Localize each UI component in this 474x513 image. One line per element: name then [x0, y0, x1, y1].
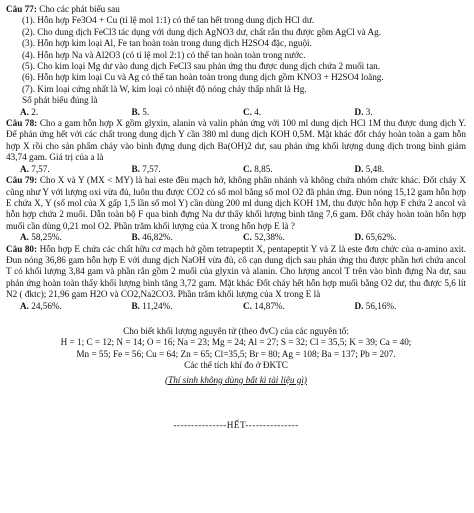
- question-label: Câu 78:: [6, 118, 38, 129]
- question-77: [6, 4, 466, 118]
- option-d[interactable]: [355, 232, 467, 243]
- statement-2: (2). Cho dung dịch FeCl3 tác dụng với dung dịch AgNO3 dư, chất rắn thu được gồm AgCl và Ag.: [22, 26, 382, 37]
- option-key: D.: [354, 300, 364, 311]
- option-b[interactable]: [132, 232, 244, 243]
- option-text: 7,57.: [31, 163, 50, 174]
- option-text: 56,16%.: [365, 300, 397, 311]
- option-text: 3.: [365, 106, 373, 117]
- answer-options: [6, 232, 466, 243]
- atomic-mass-line-1: H = 1; C = 12; N = 14; O = 16; Na = 23; Mg = 24; Al = 27; S = 32; Cl = 35,5; K = 39; Ca = 40;: [60, 337, 412, 348]
- option-c[interactable]: [243, 164, 355, 175]
- atomic-mass-intro: Cho biết khối lượng nguyên tử (theo đvC) của các nguyên tố:: [123, 325, 349, 336]
- gas-volume-note: Các thể tích khí đo ở ĐKTC: [184, 360, 288, 371]
- statement-5: (5). Cho kim loại Mg dư vào dung dịch FeCl3 sau phản ứng thu được dung dịch chứa 2 muối tan.: [22, 61, 381, 72]
- option-text: 24,56%.: [31, 300, 62, 311]
- option-text: 7,57.: [142, 163, 161, 174]
- option-key: A.: [20, 163, 29, 174]
- option-key: C.: [243, 163, 252, 174]
- exam-footer: [6, 326, 466, 431]
- option-b[interactable]: [132, 107, 244, 118]
- question-text: Cho X và Y (MX < MY) là hai este đều mạch hở, không phân nhánh và không chứa nhóm chức khác. Đốt cháy X cũng như Y với lượng oxi vừa đủ, luôn thu được CO2 có số mol bằng số mol O2 đã phản ứng. Đun nóng 15,12 gam hỗn hợp E chứa X, Y (số mol của X gấp 1,5 lần số mol Y) cần dùng 200 ml dung dịch KOH 1M, thu được hỗn hợp F chứa 2 ancol và hỗn hợp chứa 2 muối. Dẫn toàn bộ F qua bình đựng Na dư thấy khối lượng bình tăng 7,6 gam. Đốt cháy hoàn toàn hỗn hợp muối cần dùng 0,21 mol O2. Phần trăm khối lượng của X trong hỗn hợp E là ?: [6, 175, 466, 231]
- answer-options: [6, 107, 466, 118]
- question-label: Câu 79:: [6, 175, 38, 186]
- option-text: 4.: [254, 106, 262, 117]
- statement-1: (1). Hỗn hợp Fe3O4 + Cu (tỉ lệ mol 1:1) có thể tan hết trong dung dịch HCl dư.: [22, 15, 315, 26]
- option-text: 2.: [31, 106, 39, 117]
- answer-options: [6, 301, 466, 312]
- question-label: Câu 80:: [6, 243, 38, 254]
- option-text: 58,25%.: [31, 232, 62, 243]
- option-key: B.: [131, 106, 140, 117]
- option-c[interactable]: [243, 107, 355, 118]
- option-text: 65,62%.: [365, 232, 397, 243]
- question-label: Câu 77:: [6, 4, 37, 14]
- statement-prompt: Số phát biểu đúng là: [22, 95, 98, 106]
- answer-options: [6, 164, 466, 175]
- question-stem: Cho các phát biểu sau: [39, 4, 120, 14]
- option-d[interactable]: [355, 107, 467, 118]
- option-key: D.: [354, 106, 364, 117]
- option-a[interactable]: [20, 107, 132, 118]
- option-key: A.: [20, 232, 29, 243]
- option-key: B.: [131, 163, 140, 174]
- option-text: 11,24%.: [142, 300, 173, 311]
- option-text: 52,38%.: [254, 232, 285, 243]
- candidate-note: (Thí sinh không dùng bất kì tài liệu gì): [165, 374, 307, 385]
- option-c[interactable]: [243, 301, 355, 312]
- option-text: 14,87%.: [254, 300, 285, 311]
- option-key: D.: [354, 163, 364, 174]
- question-text: Cho a gam hỗn hợp X gồm glyxin, alanin và valin phản ứng với 100 ml dung dịch HCl 1M thu được dung dịch Y. Để phản ứng hết với các chất trong dung dịch Y cần 380 ml dung dịch KOH 0,5M. Mặt khác đốt cháy hoàn toàn a gam hỗn hợp X rồi cho sản phẩm cháy vào bình đựng dung dịch Ba(OH)2 dư, sau phản ứng khối lượng dung dịch trong bình giảm 43,74 gam. Giá trị của a là: [6, 118, 467, 163]
- option-key: D.: [354, 232, 364, 243]
- statement-3: (3). Hỗn hợp kim loại Al, Fe tan hoàn toàn trong dung dịch H2SO4 đặc, nguội.: [22, 38, 312, 49]
- question-80: [6, 244, 466, 312]
- question-79: [6, 175, 466, 243]
- option-b[interactable]: [132, 301, 244, 312]
- option-c[interactable]: [243, 232, 355, 243]
- option-b[interactable]: [132, 164, 244, 175]
- option-key: B.: [131, 232, 140, 243]
- option-text: 8,85.: [254, 163, 273, 174]
- option-a[interactable]: [20, 232, 132, 243]
- atomic-mass-line-2: Mn = 55; Fe = 56; Cu = 64; Zn = 65; Cl=35,5; Br = 80; Ag = 108; Ba = 137; Pb = 207.: [76, 348, 396, 359]
- option-key: C.: [243, 106, 252, 117]
- statement-6: (6). Hỗn hợp kim loại Cu và Ag có thể tan hoàn toàn trong dung dịch gồm KNO3 + H2SO4 loãng.: [22, 72, 384, 83]
- option-text: 46,82%.: [142, 232, 173, 243]
- option-a[interactable]: [20, 164, 132, 175]
- option-d[interactable]: [355, 301, 467, 312]
- option-text: 5.: [142, 106, 150, 117]
- option-a[interactable]: [20, 301, 132, 312]
- option-d[interactable]: [355, 164, 467, 175]
- option-key: C.: [243, 300, 252, 311]
- statement-7: (7). Kim loại cứng nhất là W, kim loại có nhiệt độ nóng chảy thấp nhất là Hg.: [22, 83, 307, 94]
- question-78: [6, 118, 466, 175]
- option-key: A.: [20, 300, 29, 311]
- option-key: C.: [243, 232, 252, 243]
- option-key: A.: [20, 106, 29, 117]
- statement-4: (4). Hỗn hợp Na và Al2O3 (có tỉ lệ mol 2:1) có thể tan hoàn toàn trong nước.: [22, 49, 306, 60]
- option-key: B.: [131, 300, 140, 311]
- option-text: 5,48.: [365, 163, 385, 174]
- question-text: Hỗn hợp E chứa các chất hữu cơ mạch hở gồm tetrapeptit X, pentapeptit Y và Z là este đơn chức của α-amino axit. Đun nóng 36,86 gam hỗn hợp E với dung dịch NaOH vừa đủ, cô cạn dung dịch sau phản ứng thu được phần hơi chứa ancol T có khối lượng 3,84 gam và phần rắn gồm 2 muối của glyxin và alanin. Cho lượng ancol T trên vào bình đựng Na dư, sau phản ứng hoàn toàn thấy khối lượng bình tăng 3,72 gam. Mặt khác Đốt cháy hết hỗn hợp muối bằng O2 dư, thu được 5,6 lít N2 ( đktc); 21,96 gam H2O và CO2,Na2CO3. Phần trăm khối lượng của X trong E là: [6, 243, 466, 300]
- end-marker: ---------------HẾT---------------: [173, 420, 299, 430]
